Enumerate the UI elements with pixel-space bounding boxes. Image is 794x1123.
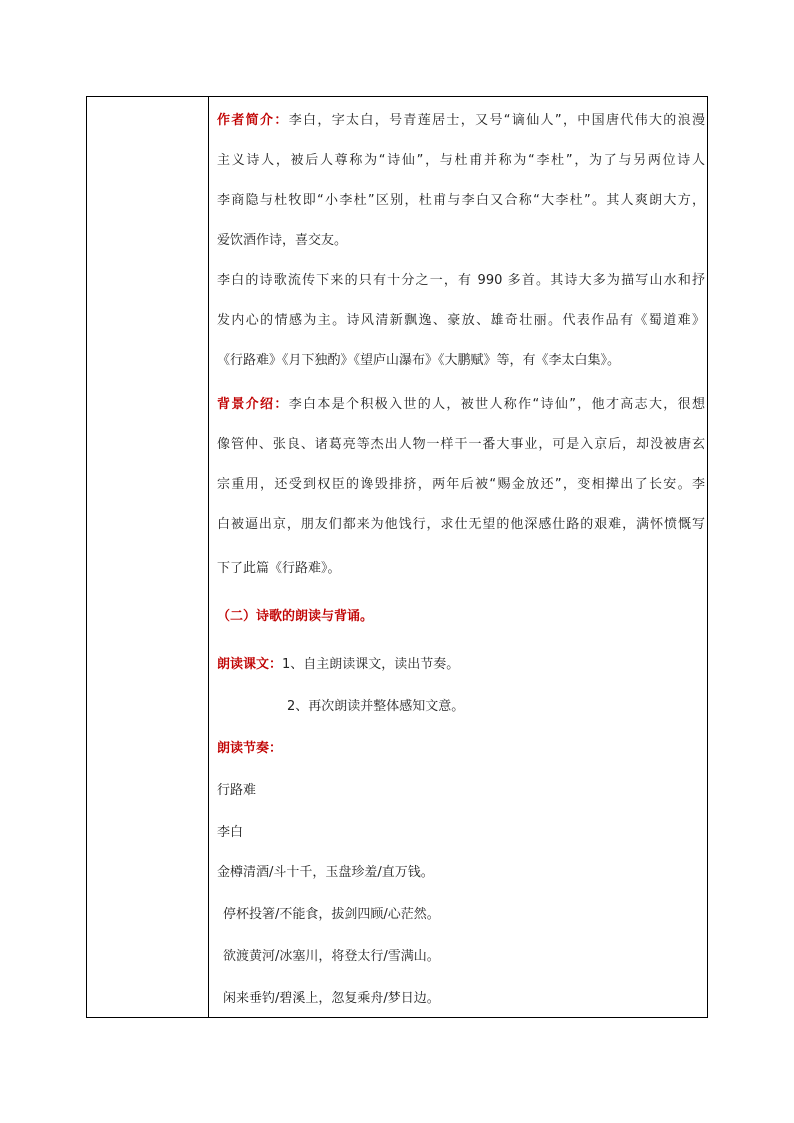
- author-intro-line-4: 爱饮酒作诗，喜交友。: [217, 233, 348, 248]
- poem-line-3: 欲渡黄河/冰塞川，将登太行/雪满山。: [223, 949, 440, 964]
- background-line-1: 背景介绍：李白本是个积极入世的人，被世人称作“诗仙”，他才高志大，很想: [217, 397, 705, 412]
- reading-label: 朗读课文：: [217, 657, 283, 672]
- works-line-1: 李白的诗歌流传下来的只有十分之一，有 990 多首。其诗大多为描写山水和抒: [217, 273, 705, 288]
- column-divider: [208, 97, 209, 1017]
- poem-title: 行路难: [217, 783, 257, 798]
- author-intro-label: 作者简介：: [217, 113, 289, 128]
- poem-line-2: 停杯投箸/不能食，拔剑四顾/心茫然。: [223, 907, 440, 922]
- author-intro-line-2: 主义诗人，被后人尊称为“诗仙”，与杜甫并称为“李杜”，为了与另两位诗人: [217, 153, 705, 168]
- background-label: 背景介绍：: [217, 397, 289, 412]
- rhythm-label: 朗读节奏：: [217, 741, 283, 756]
- background-line-4: 白被逼出京，朋友们都来为他饯行，求仕无望的他深感仕路的艰难，满怀愤慨写: [217, 517, 705, 532]
- works-line-2: 发内心的情感为主。诗风清新飘逸、豪放、雄奇壮丽。代表作品有《蜀道难》: [217, 313, 705, 328]
- poem-author: 李白: [217, 825, 244, 840]
- background-line-3: 宗重用，还受到权臣的谗毁排挤，两年后被“赐金放还”，变相撵出了长安。李: [217, 477, 705, 492]
- reading-line-2: 2、再次朗读并整体感知文意。: [287, 699, 465, 714]
- background-line-5: 下了此篇《行路难》。: [217, 561, 341, 576]
- poem-line-1: 金樽清酒/斗十千，玉盘珍羞/直万钱。: [217, 865, 434, 880]
- author-intro-line-1: 作者简介：李白，字太白，号青莲居士，又号“谪仙人”，中国唐代伟大的浪漫: [217, 113, 705, 128]
- works-line-3: 《行路难》《月下独酌》《望庐山瀑布》《大鹏赋》等，有《李太白集》。: [217, 353, 621, 368]
- section-heading: （二）诗歌的朗读与背诵。: [217, 609, 374, 624]
- lesson-table: [86, 96, 708, 1018]
- background-line-2: 像管仲、张良、诸葛亮等杰出人物一样干一番大事业，可是入京后，却没被唐玄: [217, 437, 705, 452]
- content-cell: [217, 97, 703, 1017]
- reading-line-1: 朗读课文：1、自主朗读课文，读出节奏。: [217, 657, 460, 672]
- author-intro-line-3: 李商隐与杜牧即“小李杜”区别，杜甫与李白又合称“大李杜”。其人爽朗大方，: [217, 193, 705, 208]
- poem-line-4: 闲来垂钓/碧溪上，忽复乘舟/梦日边。: [223, 991, 440, 1006]
